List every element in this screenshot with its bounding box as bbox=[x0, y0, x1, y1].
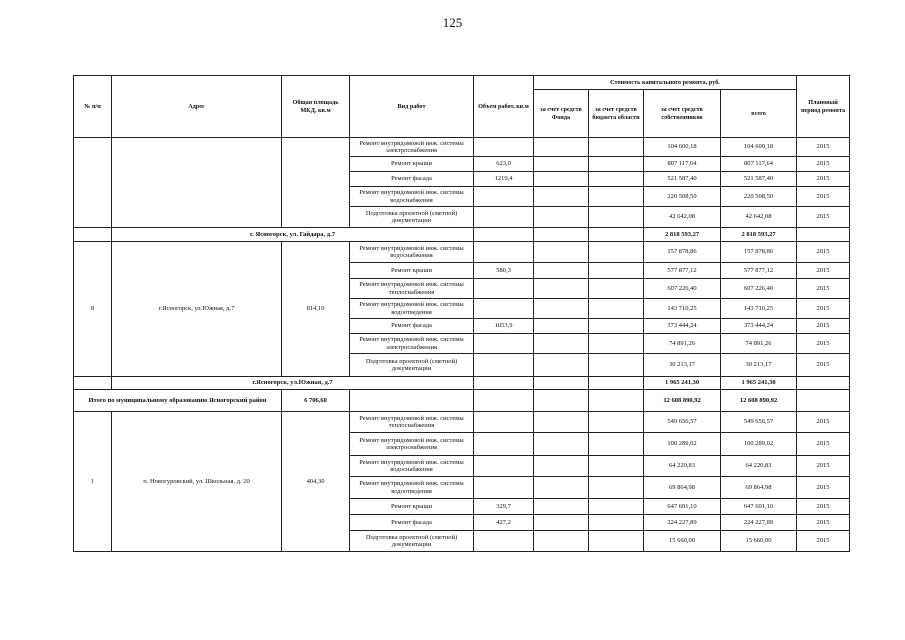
cell-year bbox=[797, 377, 850, 390]
subtotal-total: 2 818 593,27 bbox=[721, 228, 797, 242]
cell-budget bbox=[589, 263, 644, 279]
cell-budget bbox=[589, 334, 644, 354]
district-total-area: 6 706,60 bbox=[282, 390, 350, 412]
cell-year: 2015 bbox=[797, 172, 850, 187]
cell-no bbox=[74, 377, 112, 390]
cell-year: 2015 bbox=[797, 319, 850, 334]
cell-work: Ремонт внутридомовой инж. системы водоотведения bbox=[350, 299, 474, 319]
cell-budget bbox=[589, 477, 644, 499]
cell-year: 2015 bbox=[797, 187, 850, 207]
cell-budget bbox=[589, 412, 644, 433]
cell-total: 64 220,83 bbox=[721, 456, 797, 477]
cell-fund bbox=[534, 319, 589, 334]
cell-owners: 74 891,26 bbox=[644, 334, 721, 354]
cell-volume bbox=[474, 354, 534, 377]
cell-year: 2015 bbox=[797, 279, 850, 299]
cell-budget bbox=[589, 187, 644, 207]
cell-owners: 647 601,10 bbox=[644, 499, 721, 515]
cell-year: 2015 bbox=[797, 433, 850, 456]
cell-owners: 69 864,98 bbox=[644, 477, 721, 499]
cell-owners: 143 710,25 bbox=[644, 299, 721, 319]
table-header bbox=[74, 76, 850, 138]
cell-year: 2015 bbox=[797, 499, 850, 515]
cell-volume bbox=[474, 531, 534, 552]
cell-budget bbox=[589, 531, 644, 552]
header-budget: за счет средств бюджета области bbox=[589, 90, 644, 138]
cell-owners: 807 117,64 bbox=[644, 157, 721, 172]
cell-fund bbox=[534, 138, 589, 157]
cell-year: 2015 bbox=[797, 157, 850, 172]
cell-budget bbox=[589, 499, 644, 515]
cell-total: 15 660,00 bbox=[721, 531, 797, 552]
cell-year bbox=[797, 390, 850, 412]
cell-year bbox=[797, 228, 850, 242]
cell-budget bbox=[589, 172, 644, 187]
cell-volume: 329,7 bbox=[474, 499, 534, 515]
subtotal-owners: 2 818 593,27 bbox=[644, 228, 721, 242]
cell-budget bbox=[589, 207, 644, 228]
cell-year: 2015 bbox=[797, 263, 850, 279]
cell-volume: 580,3 bbox=[474, 263, 534, 279]
cell-volume bbox=[474, 187, 534, 207]
table-body bbox=[74, 138, 850, 552]
header-area: Общая площадь МКД, кв.м bbox=[282, 76, 350, 138]
header-total: всего bbox=[721, 90, 797, 138]
cell-budget bbox=[589, 319, 644, 334]
cell-total: 521 587,40 bbox=[721, 172, 797, 187]
cell-fund bbox=[534, 456, 589, 477]
cell-work: Ремонт фасада bbox=[350, 172, 474, 187]
cell-work: Ремонт внутридомовой инж. системы водоотведения bbox=[350, 477, 474, 499]
cell-area: 814,10 bbox=[282, 242, 350, 377]
subtotal-label: г. Ясногорск, ул. Гайдара, д.7 bbox=[112, 228, 474, 242]
cell-no bbox=[74, 228, 112, 242]
header-volume: Объем работ, кв.м bbox=[474, 76, 534, 138]
cell-owners: 607 226,40 bbox=[644, 279, 721, 299]
cell-fund bbox=[534, 242, 589, 263]
cell-year: 2015 bbox=[797, 334, 850, 354]
cell-work: Ремонт внутридомовой инж. системы теплоснабжения bbox=[350, 279, 474, 299]
cell-volume bbox=[474, 279, 534, 299]
header-period: Плановый период ремонта bbox=[797, 76, 850, 138]
cell-budget bbox=[589, 242, 644, 263]
cell-budget bbox=[589, 354, 644, 377]
header-cost-group: Стоимость капитального ремонта, руб. bbox=[534, 76, 797, 90]
cell-year: 2015 bbox=[797, 412, 850, 433]
cell-fund bbox=[534, 433, 589, 456]
cell-total: 143 710,25 bbox=[721, 299, 797, 319]
cell-volume: 1053,9 bbox=[474, 319, 534, 334]
cell-work: Ремонт внутридомовой инж. системы электроснабжения bbox=[350, 334, 474, 354]
cell-year: 2015 bbox=[797, 354, 850, 377]
header-fund: за счет средств Фонда bbox=[534, 90, 589, 138]
cell-budget bbox=[589, 515, 644, 531]
cell-fund bbox=[534, 354, 589, 377]
cell-budget bbox=[589, 138, 644, 157]
cell-owners: 521 587,40 bbox=[644, 172, 721, 187]
cell-volume bbox=[474, 390, 534, 412]
capital-repair-table bbox=[73, 75, 850, 552]
cell-total: 30 213,17 bbox=[721, 354, 797, 377]
cell-fund bbox=[534, 515, 589, 531]
cell-volume: 427,2 bbox=[474, 515, 534, 531]
cell-owners: 373 444,24 bbox=[644, 319, 721, 334]
cell-work: Подготовка проектной (сметной) документации bbox=[350, 531, 474, 552]
cell-budget bbox=[589, 433, 644, 456]
cell-owners: 15 660,00 bbox=[644, 531, 721, 552]
cell-volume bbox=[474, 334, 534, 354]
header-owners: за счет средств собственников bbox=[644, 90, 721, 138]
table-row bbox=[74, 412, 850, 433]
cell-total: 549 656,57 bbox=[721, 412, 797, 433]
cell-year: 2015 bbox=[797, 477, 850, 499]
cell-total: 220 508,50 bbox=[721, 187, 797, 207]
header-no: № п/п bbox=[74, 76, 112, 138]
subtotal-label: г.Ясногорск, ул.Южная, д.7 bbox=[112, 377, 474, 390]
cell-volume bbox=[474, 377, 534, 390]
subtotal-total: 1 965 241,30 bbox=[721, 377, 797, 390]
cell-no: 1 bbox=[74, 412, 112, 552]
subtotal-row bbox=[74, 377, 850, 390]
cell-year: 2015 bbox=[797, 138, 850, 157]
cell-year: 2015 bbox=[797, 531, 850, 552]
cell-fund bbox=[534, 279, 589, 299]
cell-total: 104 600,18 bbox=[721, 138, 797, 157]
cell-budget bbox=[589, 377, 644, 390]
cell-budget bbox=[589, 299, 644, 319]
cell-volume bbox=[474, 207, 534, 228]
cell-fund bbox=[534, 157, 589, 172]
cell-work: Ремонт внутридомовой инж. системы электроснабжения bbox=[350, 433, 474, 456]
cell-owners: 220 508,50 bbox=[644, 187, 721, 207]
table-row bbox=[74, 138, 850, 157]
page-number: 125 bbox=[442, 15, 463, 30]
cell-owners: 577 877,12 bbox=[644, 263, 721, 279]
cell-work: Ремонт крыши bbox=[350, 499, 474, 515]
cell-volume bbox=[474, 242, 534, 263]
cell-year: 2015 bbox=[797, 299, 850, 319]
subtotal-row bbox=[74, 228, 850, 242]
cell-budget bbox=[589, 279, 644, 299]
cell-address: п. Новогуровский, ул. Школьная, д. 20 bbox=[112, 412, 282, 552]
cell-total: 807 117,64 bbox=[721, 157, 797, 172]
cell-volume bbox=[474, 456, 534, 477]
cell-fund bbox=[534, 499, 589, 515]
cell-total: 607 226,40 bbox=[721, 279, 797, 299]
cell-volume bbox=[474, 228, 534, 242]
cell-fund bbox=[534, 377, 589, 390]
cell-work: Ремонт внутридомовой инж. системы водоснабжения bbox=[350, 456, 474, 477]
cell-fund bbox=[534, 531, 589, 552]
cell-volume: 1219,4 bbox=[474, 172, 534, 187]
cell-volume bbox=[474, 477, 534, 499]
cell-owners: 30 213,17 bbox=[644, 354, 721, 377]
district-total-owners: 12 608 890,92 bbox=[644, 390, 721, 412]
cell-total: 42 642,08 bbox=[721, 207, 797, 228]
cell-year: 2015 bbox=[797, 242, 850, 263]
cell-owners: 42 642,08 bbox=[644, 207, 721, 228]
cell-fund bbox=[534, 390, 589, 412]
cell-work: Ремонт внутридомовой инж. системы водоснабжения bbox=[350, 242, 474, 263]
cell-total: 577 877,12 bbox=[721, 263, 797, 279]
cell-fund bbox=[534, 263, 589, 279]
district-total-row bbox=[74, 390, 850, 412]
cell-work: Ремонт фасада bbox=[350, 319, 474, 334]
cell-fund bbox=[534, 207, 589, 228]
cell-address: г.Ясногорск, ул.Южная, д.7 bbox=[112, 242, 282, 377]
cell-fund bbox=[534, 477, 589, 499]
cell-area: 404,30 bbox=[282, 412, 350, 552]
cell-year: 2015 bbox=[797, 456, 850, 477]
cell-fund bbox=[534, 412, 589, 433]
cell-fund bbox=[534, 334, 589, 354]
cell-work: Ремонт фасада bbox=[350, 515, 474, 531]
cell-work: Подготовка проектной (сметной) документации bbox=[350, 207, 474, 228]
cell-work: Ремонт крыши bbox=[350, 263, 474, 279]
cell-owners: 100 289,02 bbox=[644, 433, 721, 456]
district-total-total: 12 608 890,92 bbox=[721, 390, 797, 412]
cell-total: 74 891,26 bbox=[721, 334, 797, 354]
cell-address bbox=[112, 138, 282, 228]
cell-owners: 157 878,86 bbox=[644, 242, 721, 263]
cell-no: 8 bbox=[74, 242, 112, 377]
cell-owners: 549 656,57 bbox=[644, 412, 721, 433]
table-row bbox=[74, 242, 850, 263]
cell-year: 2015 bbox=[797, 207, 850, 228]
subtotal-owners: 1 965 241,30 bbox=[644, 377, 721, 390]
cell-budget bbox=[589, 228, 644, 242]
cell-no bbox=[74, 138, 112, 228]
cell-volume bbox=[474, 412, 534, 433]
cell-owners: 104 600,18 bbox=[644, 138, 721, 157]
cell-total: 100 289,02 bbox=[721, 433, 797, 456]
cell-fund bbox=[534, 187, 589, 207]
cell-fund bbox=[534, 299, 589, 319]
cell-area bbox=[282, 138, 350, 228]
cell-volume bbox=[474, 433, 534, 456]
cell-work: Ремонт внутридомовой инж. системы теплоснабжения bbox=[350, 412, 474, 433]
cell-work: Ремонт внутридомовой инж. системы водоснабжения bbox=[350, 187, 474, 207]
cell-total: 373 444,24 bbox=[721, 319, 797, 334]
cell-budget bbox=[589, 157, 644, 172]
cell-owners: 224 227,89 bbox=[644, 515, 721, 531]
cell-volume: 623,0 bbox=[474, 157, 534, 172]
header-work-type: Вид работ bbox=[350, 76, 474, 138]
cell-work: Ремонт внутридомовой инж. системы электроснабжения bbox=[350, 138, 474, 157]
cell-volume bbox=[474, 299, 534, 319]
cell-work: Подготовка проектной (сметной) документации bbox=[350, 354, 474, 377]
cell-total: 647 601,10 bbox=[721, 499, 797, 515]
cell-volume bbox=[474, 138, 534, 157]
cell-budget bbox=[589, 456, 644, 477]
cell-total: 224 227,89 bbox=[721, 515, 797, 531]
header-address: Адрес bbox=[112, 76, 282, 138]
cell-work: Ремонт крыши bbox=[350, 157, 474, 172]
cell-fund bbox=[534, 228, 589, 242]
cell-total: 157 878,86 bbox=[721, 242, 797, 263]
cell-work bbox=[350, 390, 474, 412]
district-total-label: Итого по муниципальному образованию Ясногорский район bbox=[74, 390, 282, 412]
cell-fund bbox=[534, 172, 589, 187]
cell-year: 2015 bbox=[797, 515, 850, 531]
cell-total: 69 864,98 bbox=[721, 477, 797, 499]
cell-budget bbox=[589, 390, 644, 412]
cell-owners: 64 220,83 bbox=[644, 456, 721, 477]
